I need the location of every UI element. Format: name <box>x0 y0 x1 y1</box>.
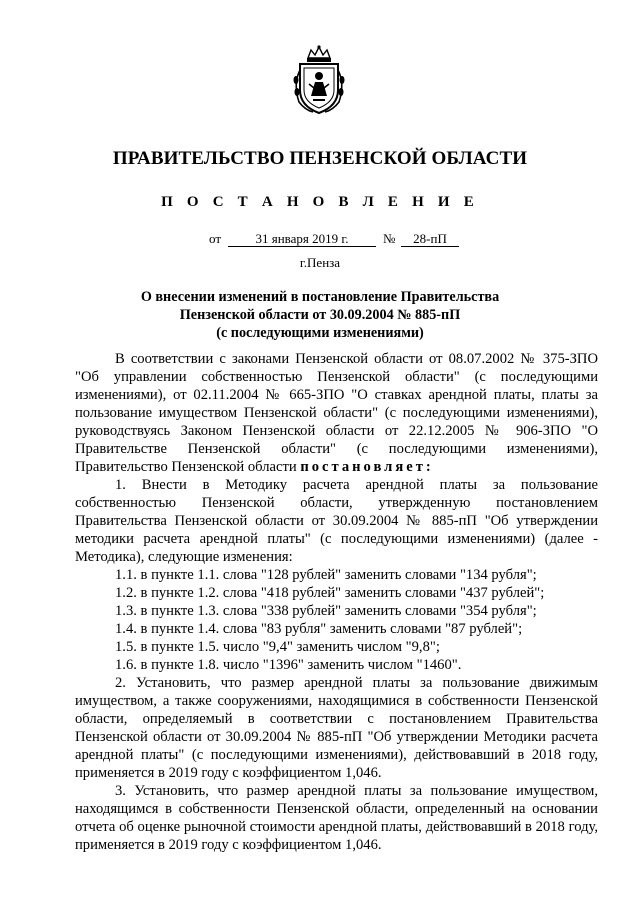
list-item: 1.1. в пункте 1.1. слова "128 рублей" заменить словами "134 рубля"; <box>115 567 537 583</box>
coat-of-arms-icon <box>291 44 347 116</box>
date-number-line <box>0 231 640 249</box>
document-number: 28-пП <box>401 231 459 247</box>
preamble-paragraph <box>75 350 598 476</box>
document-subject <box>120 288 520 342</box>
list-item: 1.4. в пункте 1.4. слова "83 рубля" заменить словами "87 рублей"; <box>115 621 523 637</box>
date-prefix: от <box>209 231 222 246</box>
number-prefix: № <box>383 231 396 246</box>
subject-line-3: (с последующими изменениями) <box>216 325 424 341</box>
list-item: 1.2. в пункте 1.2. слова "418 рублей" заменить словами "437 рублей"; <box>115 585 545 601</box>
paragraph-2: 2. Установить, что размер арендной платы за пользование движимым имуществом, а также сооружениями, находящимися в собственности Пензенской области, определяемый в соответствии с постановлением Правительства Пензенской области от 30.09.2004 № 885-пП "Об утверждении Методики расчета арендной платы" (с последующими изменениями), действовавший в 2018 году, применяется в 2019 году с коэффициентом 1,046. <box>75 675 598 781</box>
decides-word: постановляет: <box>300 459 434 475</box>
paragraph-1: 1. Внести в Методику расчета арендной платы за пользование собственностью Пензенской области, утвержденную постановлением Правительства Пензенской области от 30.09.2004 № 885-пП "Об утверждении методики расчета арендной платы" (с последующими изменениями) (далее - Методика), следующие изменения: <box>75 477 598 565</box>
document-type: П О С Т А Н О В Л Е Н И Е <box>161 194 479 210</box>
list-item: 1.3. в пункте 1.3. слова "338 рублей" заменить словами "354 рубля"; <box>115 603 537 619</box>
paragraph-3: 3. Установить, что размер арендной платы за пользование имуществом, находящимся в собственности Пензенской области, определенный на основании отчета об оценке рыночной стоимости арендной платы, действовавший в 2018 году, применяется в 2019 году с коэффициентом 1,046. <box>75 783 598 853</box>
subject-line-2: Пензенской области от 30.09.2004 № 885-пП <box>179 307 461 323</box>
government-title: ПРАВИТЕЛЬСТВО ПЕНЗЕНСКОЙ ОБЛАСТИ <box>112 148 528 169</box>
list-item: 1.5. в пункте 1.5. число "9,4" заменить числом "9,8"; <box>115 639 440 655</box>
document-body <box>75 350 598 854</box>
subject-line-1: О внесении изменений в постановление Правительства <box>140 289 500 305</box>
preamble-text: В соответствии с законами Пензенской области от 08.07.2002 № 375-ЗПО "Об управлении собственностью Пензенской области" (с последующими изменениями), от 02.11.2004 № 665-ЗПО "О ставках арендной платы, платы за пользование имуществом Пензенской области" (с последующими изменениями), руководствуясь Законом Пензенской области от 22.12.2005 № 906-ЗПО "О Правительстве Пензенской области" (с последующими изменениями), Правительство Пензенской области <box>75 351 598 475</box>
document-date: 31 января 2019 г. <box>228 231 376 247</box>
list-item: 1.6. в пункте 1.8. число "1396" заменить числом "1460". <box>115 657 462 673</box>
city: г.Пенза <box>299 255 341 270</box>
